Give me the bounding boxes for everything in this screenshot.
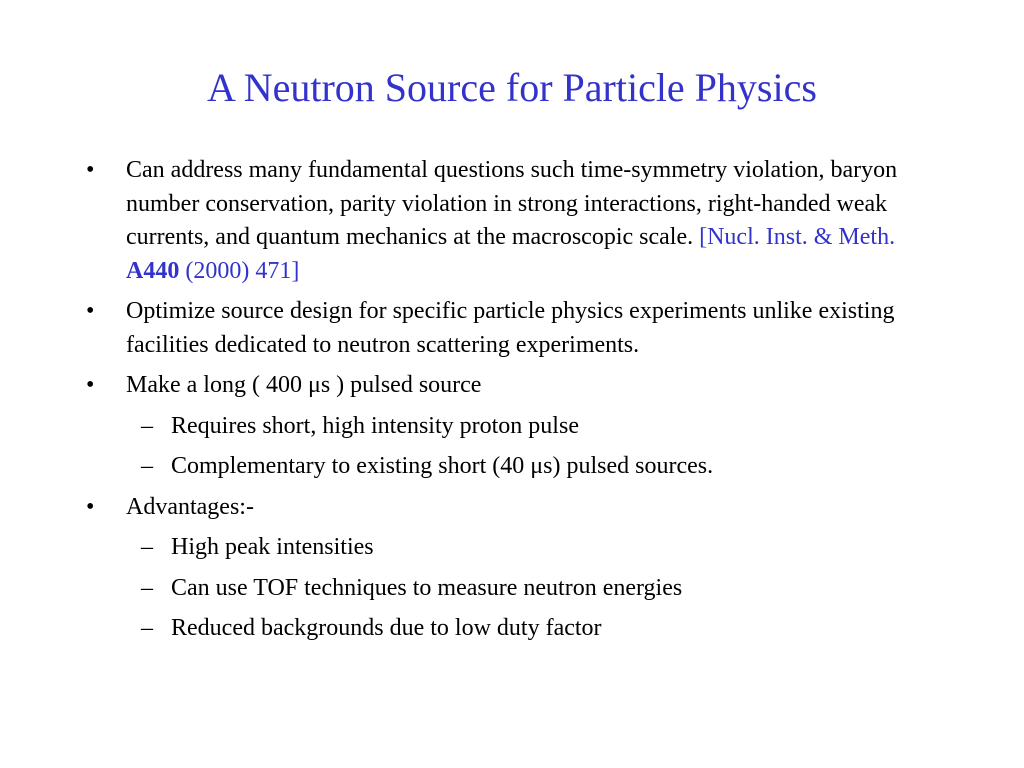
bullet-item (0, 491, 916, 525)
sub-bullet-text: Complementary to existing short (40 μs) pulsed sources. (171, 453, 714, 479)
bullet-text: Make a long ( 400 μs ) pulsed source (126, 372, 482, 398)
sub-bullet-marker: – (141, 412, 153, 439)
sub-bullet-marker: – (141, 615, 153, 641)
sub-bullet-marker: – (141, 574, 153, 601)
bullet-item (0, 295, 916, 362)
citation-volume: A440 (126, 257, 180, 284)
sub-bullet-item (0, 410, 931, 444)
slide-body (0, 154, 1024, 653)
bullet-item (0, 154, 916, 288)
bullet-marker: • (86, 372, 95, 398)
sub-bullet-item (0, 612, 931, 646)
sub-bullet-text: Requires short, high intensity proton pulse (171, 412, 579, 439)
bullet-marker: • (86, 493, 95, 520)
sub-bullet-text: Can use TOF techniques to measure neutron energies (171, 574, 683, 601)
sub-bullet-item (0, 450, 931, 484)
sub-bullet-text: High peak intensities (171, 534, 374, 560)
citation-prefix: [Nucl. Inst. & Meth. (699, 224, 896, 250)
citation-suffix: (2000) 471] (185, 257, 300, 284)
sub-bullet-marker: – (141, 534, 153, 560)
bullet-marker: • (86, 157, 95, 183)
bullet-item (0, 369, 916, 403)
sub-bullet-marker: – (141, 453, 153, 479)
bullet-text: Advantages:- (126, 493, 254, 520)
sub-bullet-item (0, 531, 931, 565)
slide-title: A Neutron Source for Particle Physics (207, 65, 817, 110)
sub-bullet-text: Reduced backgrounds due to low duty factor (171, 615, 602, 641)
bullet-text: Can address many fundamental questions such time-symmetry violation, baryon number conservation, parity violation in strong interactions, right-handed weak currents, and quantum mechanics at the macroscopic scale. (126, 157, 898, 250)
sub-bullet-item (0, 572, 931, 606)
bullet-marker: • (86, 298, 95, 324)
bullet-text: Optimize source design for specific particle physics experiments unlike existing facilities dedicated to neutron scattering experiments. (126, 298, 895, 358)
